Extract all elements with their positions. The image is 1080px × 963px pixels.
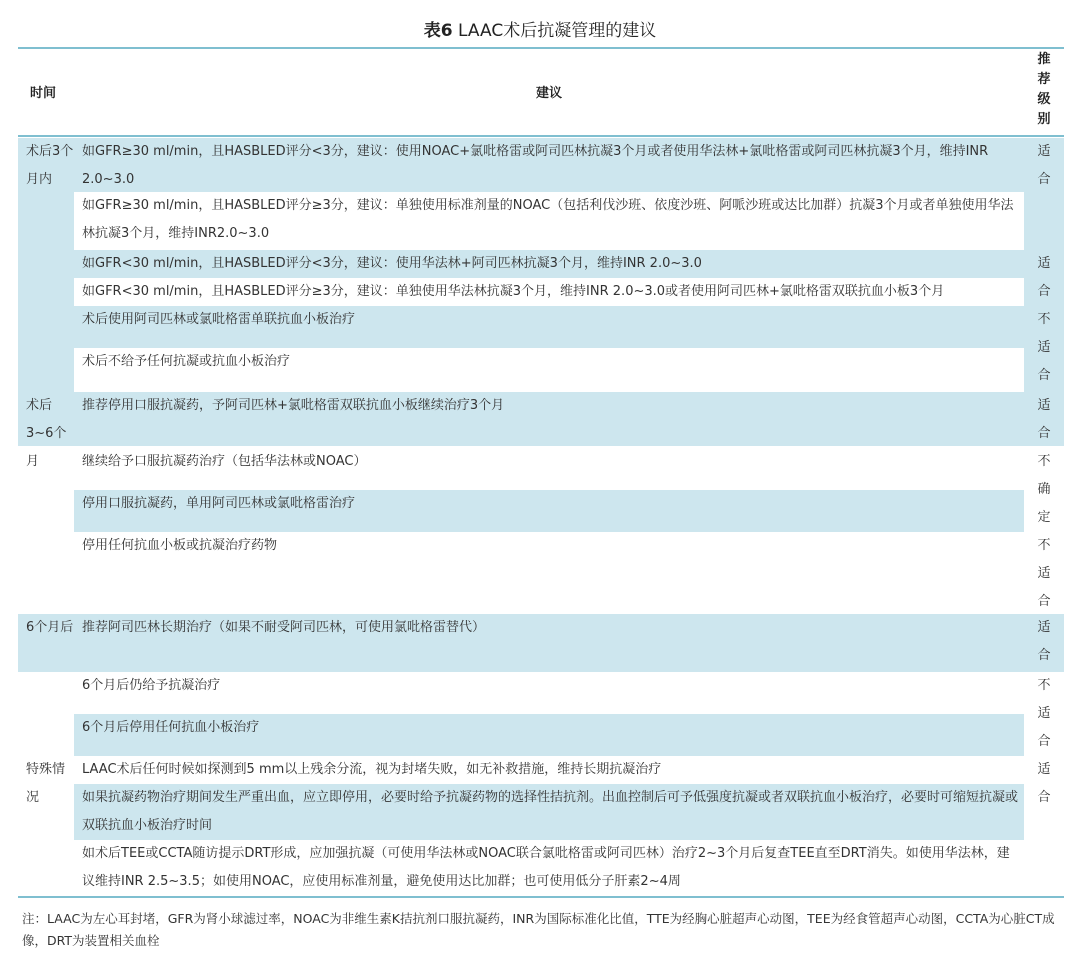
level-label: 不适合 xyxy=(1037,312,1051,383)
level-label: 不适合 xyxy=(1037,538,1051,609)
table-note: 注：LAAC为左心耳封堵，GFR为肾小球滤过率，NOAC为非维生素K拮抗剂口服抗凝药，INR为国际标准化比值，TTE为经胸心脏超声心动图，TEE为经食管超声心动图，CCTA为心脏CT成像，DRT为装置相关血栓 xyxy=(22,911,1055,948)
time-label: 特殊情况 xyxy=(26,762,66,805)
time-label: 术后3个月内 xyxy=(26,144,74,187)
header-level: 推荐级别 xyxy=(1037,52,1051,127)
recommendation-row: 6个月后仍给予抗凝治疗 xyxy=(74,672,1024,714)
recommendation-row: LAAC术后任何时候如探测到5 mm以上残余分流，视为封堵失败，如无补救措施，维持长期抗凝治疗 xyxy=(74,756,1024,784)
recommendation-row: 术后不给予任何抗凝或抗血小板治疗 xyxy=(74,348,1024,390)
level-label: 适合 xyxy=(1037,762,1051,805)
level-label: 不适合 xyxy=(1037,678,1051,749)
level-label: 适合 xyxy=(1037,256,1051,299)
level-label: 适合 xyxy=(1037,620,1051,663)
recommendation-row: 如GFR<30 ml/min，且HASBLED评分<3分，建议：使用华法林+阿司匹林抗凝3个月，维持INR 2.0~3.0 xyxy=(74,250,1024,278)
recommendation-row: 继续给予口服抗凝药治疗（包括华法林或NOAC） xyxy=(74,448,1024,490)
bottom-rule xyxy=(18,896,1064,898)
recommendation-row: 如GFR≥30 ml/min，且HASBLED评分<3分，建议：使用NOAC+氯吡格雷或阿司匹林抗凝3个月或者使用华法林+氯吡格雷或阿司匹林抗凝3个月，维持INR 2.0~3.0 xyxy=(74,138,1024,192)
header-recommendation: 建议 xyxy=(535,86,562,101)
top-rule xyxy=(18,47,1064,49)
recommendation-row: 停用任何抗血小板或抗凝治疗药物 xyxy=(74,532,1024,614)
level-label: 不确定 xyxy=(1037,454,1051,525)
level-label: 适合 xyxy=(1037,144,1051,187)
time-label: 术后3~6个月 xyxy=(26,398,67,469)
recommendation-row: 术后使用阿司匹林或氯吡格雷单联抗血小板治疗 xyxy=(74,306,1024,348)
recommendation-row: 如GFR<30 ml/min，且HASBLED评分≥3分，建议：单独使用华法林抗凝3个月，维持INR 2.0~3.0或者使用阿司匹林+氯吡格雷双联抗血小板3个月 xyxy=(74,278,1024,306)
recommendation-row: 如术后TEE或CCTA随访提示DRT形成，应加强抗凝（可使用华法林或NOAC联合氯吡格雷或阿司匹林）治疗2~3个月后复查TEE直至DRT消失。如使用华法林，建议维持INR 2.5~3.5；如使用NOAC，应使用标准剂量，避免使用达比加群；也可使用低分子肝素2~4周 xyxy=(74,840,1024,896)
level-label: 适合 xyxy=(1037,398,1051,441)
header-time: 时间 xyxy=(30,86,57,101)
table-title: 表6 LAAC术后抗凝管理的建议 xyxy=(423,21,657,41)
recommendation-row: 推荐阿司匹林长期治疗（如果不耐受阿司匹林，可使用氯吡格雷替代） xyxy=(74,614,1024,672)
recommendation-row: 如果抗凝药物治疗期间发生严重出血，应立即停用，必要时给予抗凝药物的选择性拮抗剂。出血控制后可予低强度抗凝或者双联抗血小板治疗，必要时可缩短抗凝或双联抗血小板治疗时间 xyxy=(74,784,1024,840)
recommendation-row: 如GFR≥30 ml/min，且HASBLED评分≥3分，建议：单独使用标准剂量的NOAC（包括利伐沙班、依度沙班、阿哌沙班或达比加群）抗凝3个月或者单独使用华法林抗凝3个月，维持INR2.0~3.0 xyxy=(74,192,1024,248)
time-label: 6个月后 xyxy=(26,620,74,635)
recommendation-row: 推荐停用口服抗凝药，予阿司匹林+氯吡格雷双联抗血小板继续治疗3个月 xyxy=(74,392,1024,446)
recommendation-row: 6个月后停用任何抗血小板治疗 xyxy=(74,714,1024,756)
header-rule xyxy=(18,135,1064,137)
recommendation-row: 停用口服抗凝药，单用阿司匹林或氯吡格雷治疗 xyxy=(74,490,1024,532)
